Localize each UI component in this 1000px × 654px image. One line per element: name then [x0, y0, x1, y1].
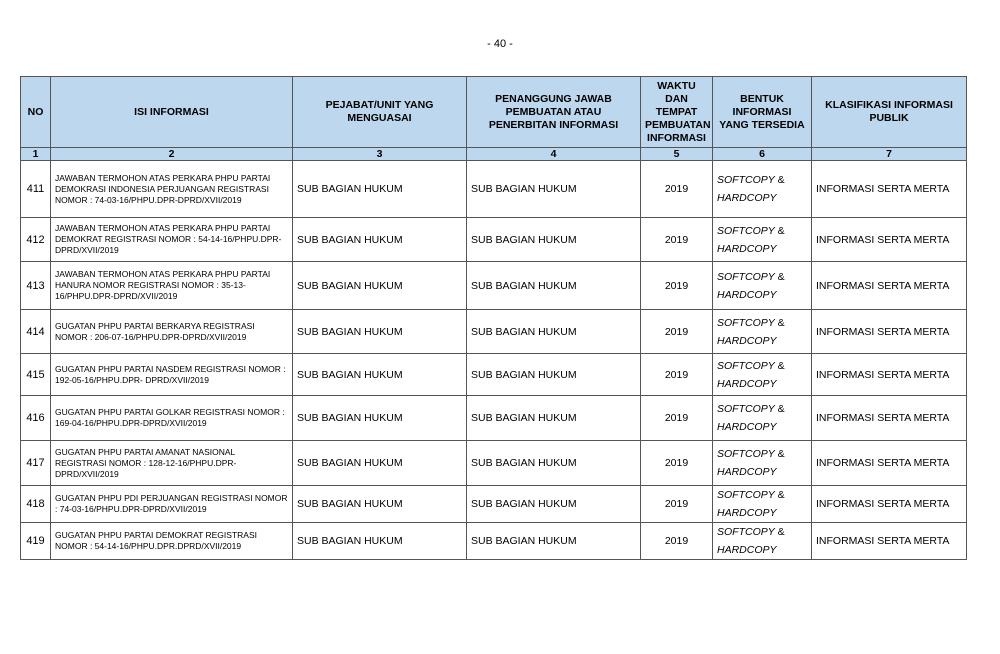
row-isi-informasi: JAWABAN TERMOHON ATAS PERKARA PHPU PARTAI HANURA NOMOR REGISTRASI NOMOR : 35-13-16/PHPU.DPR-DPRD/XVII/2019 — [51, 262, 293, 310]
row-penanggung-jawab: SUB BAGIAN HUKUM — [467, 486, 641, 523]
bentuk-ampersand: & — [774, 270, 785, 283]
header-penanggung-jawab: PENANGGUNG JAWAB PEMBUATAN ATAU PENERBITAN INFORMASI — [467, 77, 641, 148]
row-isi-informasi: GUGATAN PHPU PARTAI NASDEM REGISTRASI NOMOR : 192-05-16/PHPU.DPR- DPRD/XVII/2019 — [51, 354, 293, 396]
row-bentuk-informasi — [713, 523, 812, 560]
row-bentuk-informasi — [713, 161, 812, 218]
row-number: 415 — [21, 354, 51, 396]
row-pejabat-unit: SUB BAGIAN HUKUM — [293, 396, 467, 441]
bentuk-hardcopy: HARDCOPY — [717, 466, 777, 478]
column-number: 5 — [641, 148, 713, 161]
row-bentuk-informasi — [713, 354, 812, 396]
row-pejabat-unit: SUB BAGIAN HUKUM — [293, 523, 467, 560]
row-isi-informasi: GUGATAN PHPU PARTAI BERKARYA REGISTRASI NOMOR : 206-07-16/PHPU.DPR-DPRD/XVII/2019 — [51, 310, 293, 354]
row-klasifikasi: INFORMASI SERTA MERTA — [812, 218, 967, 262]
row-waktu: 2019 — [641, 486, 713, 523]
column-number: 3 — [293, 148, 467, 161]
row-number: 411 — [21, 161, 51, 218]
row-pejabat-unit: SUB BAGIAN HUKUM — [293, 218, 467, 262]
table-row — [21, 523, 967, 560]
table-row — [21, 396, 967, 441]
row-waktu: 2019 — [641, 161, 713, 218]
row-pejabat-unit: SUB BAGIAN HUKUM — [293, 161, 467, 218]
bentuk-softcopy: SOFTCOPY — [717, 359, 775, 372]
table-row — [21, 161, 967, 218]
row-klasifikasi: INFORMASI SERTA MERTA — [812, 441, 967, 486]
row-number: 418 — [21, 486, 51, 523]
row-waktu: 2019 — [641, 262, 713, 310]
bentuk-ampersand: & — [774, 174, 785, 186]
row-penanggung-jawab: SUB BAGIAN HUKUM — [467, 161, 641, 218]
row-waktu: 2019 — [641, 218, 713, 262]
row-isi-informasi: JAWABAN TERMOHON ATAS PERKARA PHPU PARTAI DEMOKRAT REGISTRASI NOMOR : 54-14-16/PHPU.DPR-DPRD/XVII/2019 — [51, 218, 293, 262]
row-waktu: 2019 — [641, 523, 713, 560]
row-penanggung-jawab: SUB BAGIAN HUKUM — [467, 218, 641, 262]
table-body — [21, 161, 967, 560]
column-number-row — [21, 148, 967, 161]
row-klasifikasi: INFORMASI SERTA MERTA — [812, 396, 967, 441]
row-bentuk-informasi — [713, 218, 812, 262]
row-penanggung-jawab: SUB BAGIAN HUKUM — [467, 396, 641, 441]
column-number: 1 — [21, 148, 51, 161]
bentuk-softcopy: SOFTCOPY — [717, 270, 775, 283]
bentuk-softcopy: SOFTCOPY — [717, 526, 775, 538]
bentuk-hardcopy: HARDCOPY — [717, 377, 777, 390]
row-penanggung-jawab: SUB BAGIAN HUKUM — [467, 441, 641, 486]
bentuk-softcopy: SOFTCOPY — [717, 489, 775, 501]
row-isi-informasi: GUGATAN PHPU PDI PERJUANGAN REGISTRASI NOMOR : 74-03-16/PHPU.DPR-DPRD/XVII/2019 — [51, 486, 293, 523]
row-klasifikasi: INFORMASI SERTA MERTA — [812, 354, 967, 396]
row-number: 412 — [21, 218, 51, 262]
table-row — [21, 262, 967, 310]
header-klasifikasi: KLASIFIKASI INFORMASI PUBLIK — [812, 77, 967, 148]
table-row — [21, 310, 967, 354]
bentuk-softcopy: SOFTCOPY — [717, 316, 775, 329]
row-number: 416 — [21, 396, 51, 441]
row-isi-informasi: GUGATAN PHPU PARTAI AMANAT NASIONAL REGISTRASI NOMOR : 128-12-16/PHPU.DPR-DPRD/XVII/2019 — [51, 441, 293, 486]
bentuk-ampersand: & — [774, 403, 785, 415]
table-row — [21, 354, 967, 396]
row-waktu: 2019 — [641, 354, 713, 396]
bentuk-softcopy: SOFTCOPY — [717, 448, 775, 460]
header-no: NO — [21, 77, 51, 148]
column-number: 2 — [51, 148, 293, 161]
row-penanggung-jawab: SUB BAGIAN HUKUM — [467, 523, 641, 560]
row-penanggung-jawab: SUB BAGIAN HUKUM — [467, 354, 641, 396]
bentuk-ampersand: & — [774, 448, 785, 460]
row-bentuk-informasi — [713, 396, 812, 441]
row-number: 419 — [21, 523, 51, 560]
table-row — [21, 441, 967, 486]
row-number: 417 — [21, 441, 51, 486]
column-number: 7 — [812, 148, 967, 161]
table-row — [21, 218, 967, 262]
bentuk-hardcopy: HARDCOPY — [717, 242, 777, 255]
row-number: 413 — [21, 262, 51, 310]
bentuk-ampersand: & — [774, 359, 785, 372]
row-isi-informasi: GUGATAN PHPU PARTAI DEMOKRAT REGISTRASI NOMOR : 54-14-16/PHPU.DPR.DPRD/XVII/2019 — [51, 523, 293, 560]
bentuk-hardcopy: HARDCOPY — [717, 421, 777, 433]
row-bentuk-informasi — [713, 262, 812, 310]
row-klasifikasi: INFORMASI SERTA MERTA — [812, 310, 967, 354]
row-klasifikasi: INFORMASI SERTA MERTA — [812, 523, 967, 560]
bentuk-hardcopy: HARDCOPY — [717, 334, 777, 347]
row-pejabat-unit: SUB BAGIAN HUKUM — [293, 354, 467, 396]
bentuk-hardcopy: HARDCOPY — [717, 544, 777, 556]
row-waktu: 2019 — [641, 396, 713, 441]
row-pejabat-unit: SUB BAGIAN HUKUM — [293, 486, 467, 523]
row-isi-informasi: JAWABAN TERMOHON ATAS PERKARA PHPU PARTAI DEMOKRASI INDONESIA PERJUANGAN REGISTRASI NOMOR : 74-03-16/PHPU.DPR-DPRD/XVII/2019 — [51, 161, 293, 218]
header-row — [21, 77, 967, 148]
header-bentuk-informasi: BENTUK INFORMASI YANG TERSEDIA — [713, 77, 812, 148]
row-penanggung-jawab: SUB BAGIAN HUKUM — [467, 310, 641, 354]
row-pejabat-unit: SUB BAGIAN HUKUM — [293, 441, 467, 486]
column-number: 6 — [713, 148, 812, 161]
row-klasifikasi: INFORMASI SERTA MERTA — [812, 161, 967, 218]
row-klasifikasi: INFORMASI SERTA MERTA — [812, 262, 967, 310]
header-pejabat-unit: PEJABAT/UNIT YANG MENGUASAI — [293, 77, 467, 148]
bentuk-softcopy: SOFTCOPY — [717, 174, 775, 186]
row-waktu: 2019 — [641, 310, 713, 354]
column-number: 4 — [467, 148, 641, 161]
bentuk-ampersand: & — [774, 224, 785, 237]
row-bentuk-informasi — [713, 486, 812, 523]
row-klasifikasi: INFORMASI SERTA MERTA — [812, 486, 967, 523]
bentuk-hardcopy: HARDCOPY — [717, 288, 777, 301]
row-pejabat-unit: SUB BAGIAN HUKUM — [293, 310, 467, 354]
bentuk-hardcopy: HARDCOPY — [717, 192, 777, 204]
row-isi-informasi: GUGATAN PHPU PARTAI GOLKAR REGISTRASI NOMOR : 169-04-16/PHPU.DPR-DPRD/XVII/2019 — [51, 396, 293, 441]
row-bentuk-informasi — [713, 310, 812, 354]
row-bentuk-informasi — [713, 441, 812, 486]
table-row — [21, 486, 967, 523]
row-penanggung-jawab: SUB BAGIAN HUKUM — [467, 262, 641, 310]
page-number: - 40 - — [487, 38, 513, 50]
bentuk-ampersand: & — [774, 526, 785, 538]
row-pejabat-unit: SUB BAGIAN HUKUM — [293, 262, 467, 310]
bentuk-hardcopy: HARDCOPY — [717, 507, 777, 519]
bentuk-ampersand: & — [774, 489, 785, 501]
header-waktu-tempat: WAKTU DAN TEMPAT PEMBUATAN INFORMASI — [641, 77, 713, 148]
header-isi-informasi: ISI INFORMASI — [51, 77, 293, 148]
bentuk-ampersand: & — [774, 316, 785, 329]
bentuk-softcopy: SOFTCOPY — [717, 403, 775, 415]
information-table — [20, 76, 967, 560]
row-waktu: 2019 — [641, 441, 713, 486]
row-number: 414 — [21, 310, 51, 354]
bentuk-softcopy: SOFTCOPY — [717, 224, 775, 237]
